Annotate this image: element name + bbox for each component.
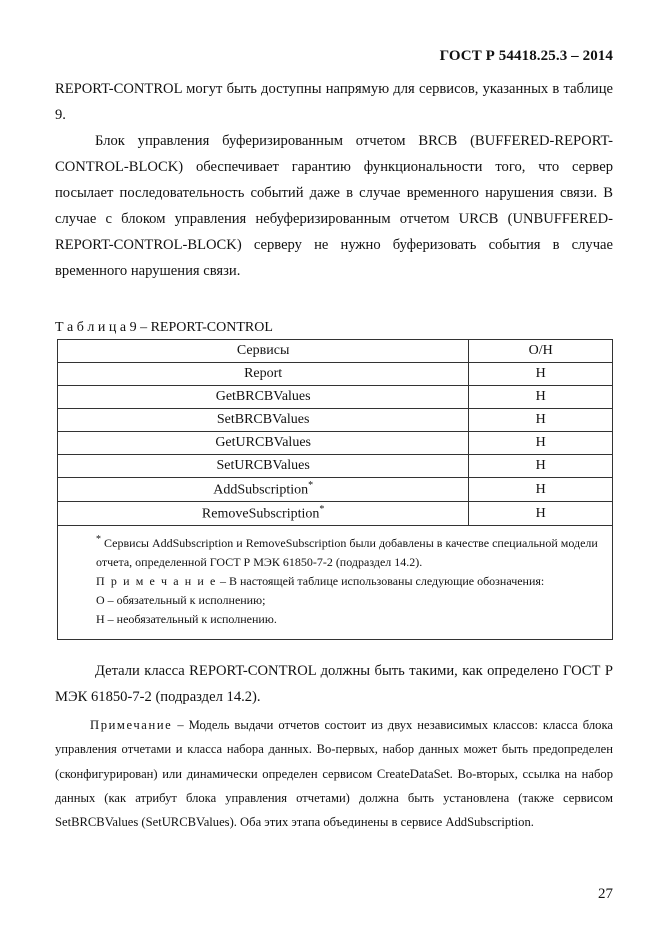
service-cell: GetURCBValues [58,432,469,455]
service-name: AddSubscription [213,482,309,498]
service-cell: Report [58,363,469,386]
note-text: – Модель выдачи отчетов состоит из двух независимых классов: класса блока управления отчетами и класса набора данных. Во-первых, набор данных может быть предопределен (сконфигурирован) или динамически определен сервисом CreateDataSet. Во-вторых, ссылка на набор данных (как атрибут блока управления отчетами) должна быть установлена (также сервисом SetBRCBValues (SetURCBValues). Оба этих этапа объединены в сервисе AddSubscription. [55,718,613,830]
document-header: ГОСТ Р 54418.25.3 – 2014 [439,48,613,64]
table-row [58,409,613,432]
oh-cell: Н [469,386,613,409]
note-paragraph [55,713,613,834]
table-footnotes-row [58,526,613,640]
table-row [58,502,613,526]
legend-h: Н – необязательный к исполнению. [96,612,277,626]
service-cell [58,502,469,526]
service-cell [58,478,469,502]
service-cell: SetBRCBValues [58,409,469,432]
oh-cell: Н [469,409,613,432]
report-control-table [57,339,613,640]
note-text: – В настоящей таблице использованы следующие обозначения: [216,574,545,588]
oh-cell: Н [469,502,613,526]
table-row [58,455,613,478]
table-note [60,572,610,591]
legend-o: О – обязательный к исполнению; [96,593,266,607]
service-cell: GetBRCBValues [58,386,469,409]
paragraph-brcb: Блок управления буферизированным отчетом BRCB (BUFFERED-REPORT-CONTROL-BLOCK) обеспечивает гарантию функциональности того, что сервер посылает последовательность событий даже в случае временного нарушения связи. В случае с блоком управления небуферизированным отчетом URCB (UNBUFFERED-REPORT-CONTROL-BLOCK) серверу не нужно буферизовать события в случае временного нарушения связи. [55,133,613,279]
oh-cell: Н [469,363,613,386]
table-header-row [58,340,613,363]
oh-cell: Н [469,455,613,478]
table-row [58,363,613,386]
footnote-mark: * [96,534,101,545]
page-number: 27 [598,886,613,902]
table-row [58,478,613,502]
footnote-mark: * [319,504,325,516]
service-name: RemoveSubscription [201,506,320,522]
oh-cell: Н [469,432,613,455]
service-cell: SetURCBValues [58,455,469,478]
table-footnotes-cell [58,526,613,640]
paragraph-details: Детали класса REPORT-CONTROL должны быть такими, как определено ГОСТ Р МЭК 61850-7-2 (подраздел 14.2). [55,663,613,705]
paragraph-intro: REPORT-CONTROL могут быть доступны напрямую для сервисов, указанных в таблице 9. [55,81,613,123]
note-label: Примечание [90,718,173,732]
table-footnote [60,530,610,572]
table-row [58,386,613,409]
footnote-text: Сервисы AddSubscription и RemoveSubscription были добавлены в качестве специальной модели отчета, определенной ГОСТ Р МЭК 61850-7-2 (подраздел 14.2). [96,536,598,569]
footnote-mark: * [308,480,314,492]
table-row [58,432,613,455]
note-label: П р и м е ч а н и е [96,574,217,588]
table-caption: Т а б л и ц а 9 – REPORT-CONTROL [55,320,273,335]
header-oh: О/Н [469,340,613,363]
oh-cell: Н [469,478,613,502]
header-services: Сервисы [58,340,469,363]
